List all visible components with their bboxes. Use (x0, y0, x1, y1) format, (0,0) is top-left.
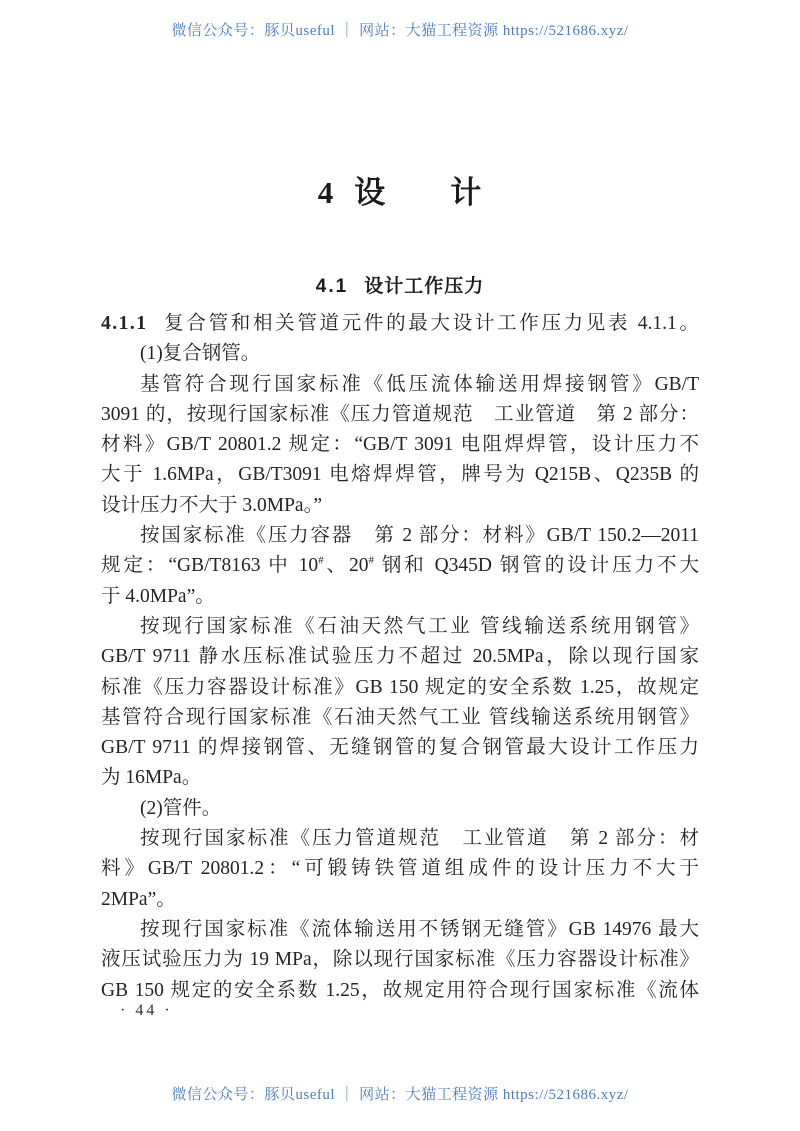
page-number: · 44 · (120, 1002, 173, 1019)
text-line: (2)管件。 (140, 797, 222, 819)
header-watermark-note: 微信公众号：豚贝useful ｜ 网站：大猫工程资源 https://521686.xyz/ (171, 23, 629, 39)
text-segment: 钢和 Q345D 钢管的设计压力不大 (374, 555, 699, 577)
text-line: 于 4.0MPa”。 (101, 585, 215, 607)
text-line: 基管符合现行国家标准《低压流体输送用焊接钢管》GB/T (140, 373, 699, 395)
text-line-with-superscripts (101, 551, 699, 581)
text-line: 按现行国家标准《流体输送用不锈钢无缝管》GB 14976 最大 (140, 918, 699, 940)
section-number: 4.1 (315, 276, 349, 297)
text-line: GB/T 9711 的焊接钢管、无缝钢管的复合钢管最大设计工作压力 (101, 737, 699, 759)
steel-grade-superscript: # (318, 554, 324, 567)
section-heading-text: 设计工作压力 (364, 276, 485, 297)
clause-number: 4.1.1 (101, 313, 148, 334)
footer-watermark-note: 微信公众号：豚贝useful ｜ 网站：大猫工程资源 https://521686.xyz/ (171, 1087, 629, 1103)
chapter-title (0, 167, 800, 212)
text-line: 材料》GB/T 20801.2 规定：“GB/T 3091 电阻焊焊管，设计压力不 (101, 434, 699, 456)
section-heading (0, 271, 800, 298)
text-line: 设计压力不大于 3.0MPa。” (101, 494, 322, 516)
clause-text: 复合管和相关管道元件的最大设计工作压力见表 4.1.1。 (161, 313, 699, 334)
steel-grade-superscript: # (368, 554, 374, 567)
text-line: 按现行国家标准《石油天然气工业 管线输送系统用钢管》 (140, 615, 699, 637)
text-line: 料》GB/T 20801.2：“可锻铸铁管道组成件的设计压力不大于 (101, 858, 699, 880)
text-line: 2MPa”。 (101, 888, 176, 910)
text-line: 标准《压力容器设计标准》GB 150 规定的安全系数 1.25，故规定 (101, 676, 699, 698)
text-line: 为 16MPa。 (101, 767, 202, 789)
chapter-title-text: 设 计 (354, 175, 483, 210)
text-line: 大于 1.6MPa，GB/T3091 电熔焊焊管，牌号为 Q215B、Q235B 的 (101, 464, 699, 486)
text-line: 基管符合现行国家标准《石油天然气工业 管线输送系统用钢管》 (101, 706, 699, 728)
text-line: 按现行国家标准《压力管道规范 工业管道 第 2 部分：材 (140, 828, 699, 850)
text-segment: 、20 (323, 555, 369, 577)
text-line: 按国家标准《压力容器 第 2 部分：材料》GB/T 150.2—2011 (140, 525, 699, 547)
text-line: 液压试验压力为 19 MPa，除以现行国家标准《压力容器设计标准》 (101, 949, 699, 971)
text-line: 3091 的，按现行国家标准《压力管道规范 工业管道 第 2 部分： (101, 403, 699, 425)
body-text (101, 309, 699, 1006)
clause-4-1-1-line (101, 309, 699, 339)
text-line: GB/T 9711 静水压标准试验压力不超过 20.5MPa，除以现行国家 (101, 646, 699, 668)
chapter-number: 4 (317, 175, 335, 210)
text-segment: 规定：“GB/T8163 中 10 (101, 555, 319, 577)
text-line: GB 150 规定的安全系数 1.25，故规定用符合现行国家标准《流体 (101, 979, 699, 1001)
text-line: (1)复合钢管。 (140, 343, 261, 365)
